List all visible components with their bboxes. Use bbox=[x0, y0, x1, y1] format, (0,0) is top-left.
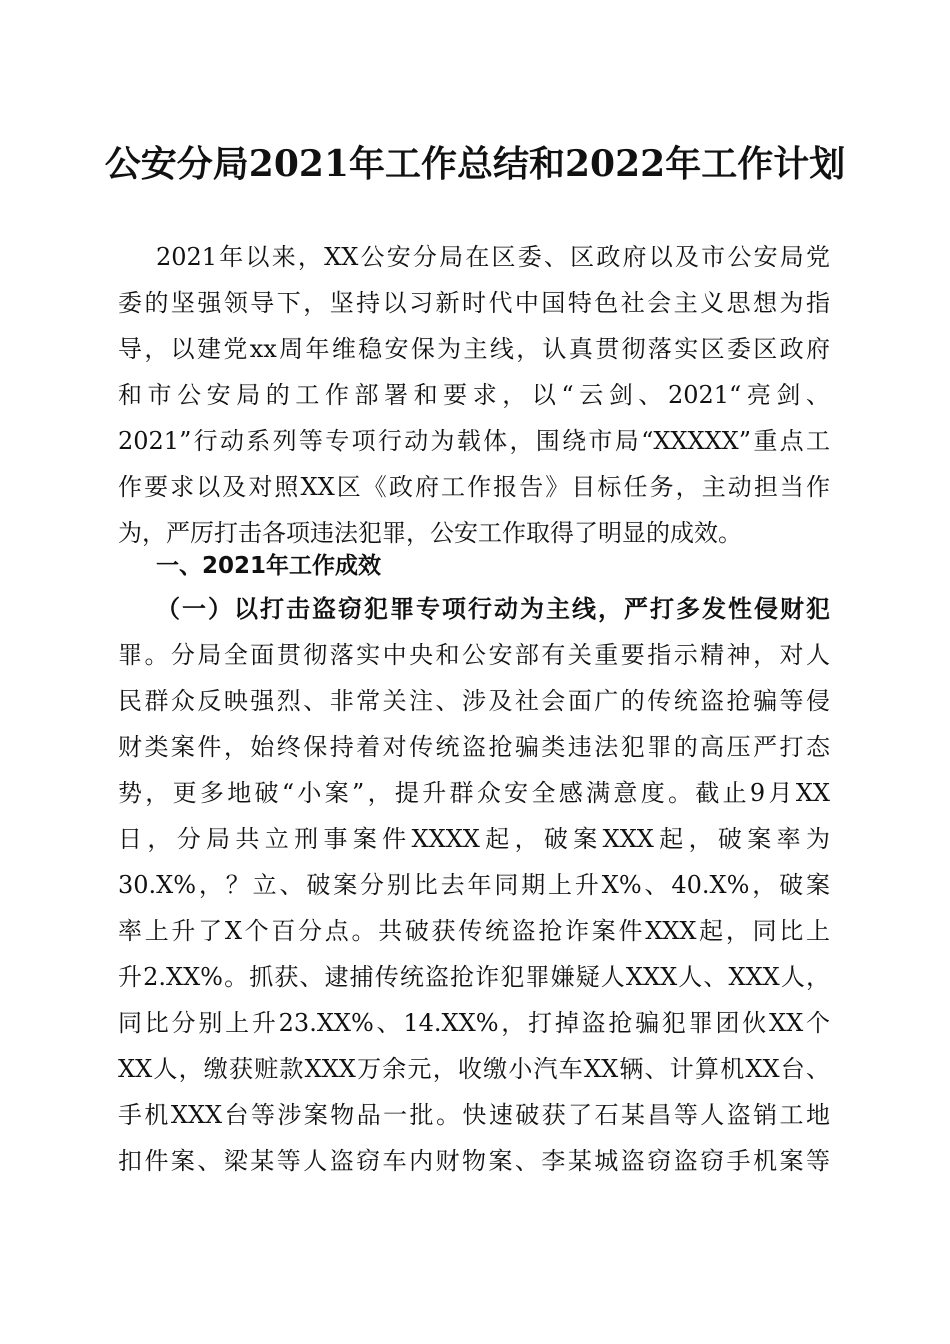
document-title: 公安分局2021年工作总结和2022年工作计划 bbox=[104, 143, 846, 185]
text-line: 扣件案、梁某等人盗窃车内财物案、李某城盗窃盗窃手机案等 bbox=[118, 1147, 830, 1175]
text-line: 作要求以及对照XX区《政府工作报告》目标任务，主动担当作 bbox=[118, 473, 830, 501]
intro-paragraph bbox=[118, 234, 830, 556]
text-line: XX人，缴获赃款XXX万余元，收缴小汽车XX辆、计算机XX台、 bbox=[118, 1055, 830, 1083]
text-line: 率上升了X个百分点。共破获传统盗抢诈案件XXX起，同比上 bbox=[118, 917, 830, 945]
text-line: 罪。分局全面贯彻落实中央和公安部有关重要指示精神，对人 bbox=[118, 641, 830, 669]
text-line: 民群众反映强烈、非常关注、涉及社会面广的传统盗抢骗等侵 bbox=[118, 687, 830, 715]
text-line: 2021”行动系列等专项行动为载体，围绕市局“XXXXX”重点工 bbox=[118, 427, 830, 455]
text-line: 手机XXX台等涉案物品一批。快速破获了石某昌等人盗销工地 bbox=[118, 1101, 830, 1129]
text-line: 升2.XX%。抓获、逮捕传统盗抢诈犯罪嫌疑人XXX人、XXX人， bbox=[118, 963, 830, 991]
text-line: 为，严厉打击各项违法犯罪，公安工作取得了明显的成效。 bbox=[118, 519, 742, 547]
text-line: 财类案件，始终保持着对传统盗抢骗类违法犯罪的高压严打态 bbox=[118, 733, 830, 761]
text-line: 2021年以来，XX公安分局在区委、区政府以及市公安局党 bbox=[156, 243, 830, 271]
text-line: 导，以建党xx周年维稳安保为主线，认真贯彻落实区委区政府 bbox=[118, 335, 830, 363]
text-line: 日，分局共立刑事案件XXXX起，破案XXX起，破案率为 bbox=[118, 825, 830, 853]
text-line: 30.X%，？立、破案分别比去年同期上升X%、40.X%，破案 bbox=[118, 871, 830, 899]
subsection-paragraph bbox=[118, 586, 830, 1184]
text-line: 同比分别上升23.XX%、14.XX%，打掉盗抢骗犯罪团伙XX个 bbox=[118, 1009, 830, 1037]
text-line: 势，更多地破“小案”，提升群众安全感满意度。截止9月XX bbox=[118, 779, 830, 807]
text-line: 和市公安局的工作部署和要求，以“云剑、2021“亮剑、 bbox=[118, 381, 830, 409]
text-line: 委的坚强领导下，坚持以习新时代中国特色社会主义思想为指 bbox=[118, 289, 830, 317]
section-heading: 一、2021年工作成效 bbox=[156, 553, 382, 579]
subsection-heading: （一）以打击盗窃犯罪专项行动为主线，严打多发性侵财犯 bbox=[156, 595, 830, 623]
